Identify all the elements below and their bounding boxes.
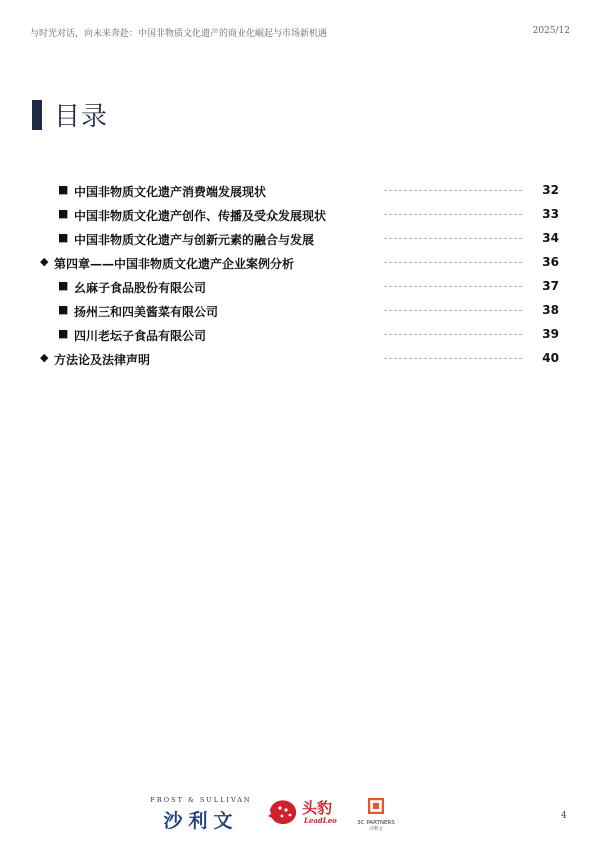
3c-partners-cn: 沙利文 (369, 827, 383, 832)
toc-page-number: 40 (542, 351, 559, 365)
square-bullet-icon: ■ (58, 303, 69, 316)
toc-leader-line (384, 214, 522, 215)
toc-entry[interactable] (0, 253, 600, 273)
toc-page-number: 34 (542, 231, 559, 245)
diamond-bullet-icon: ◆ (40, 351, 49, 364)
toc-leader-line (384, 310, 522, 311)
3c-partners-logo (354, 798, 398, 832)
frost-sullivan-en: FROST & SULLIVAN (150, 796, 252, 804)
toc-entry-label: 中国非物质文化遗产消费端发展现状 (74, 185, 267, 199)
page-title: 目录 (54, 102, 109, 132)
toc-entry[interactable] (0, 301, 600, 321)
title-accent-bar (32, 100, 42, 130)
toc-page-number: 32 (542, 183, 559, 197)
toc-entry-label: 中国非物质文化遗产与创新元素的融合与发展 (74, 233, 315, 247)
page-header (30, 26, 570, 39)
toc-entry[interactable] (0, 349, 600, 369)
3c-partners-en: 3C PARTNERS (357, 820, 395, 826)
square-bullet-icon: ■ (58, 327, 69, 340)
frost-sullivan-cn: 沙利文 (163, 810, 239, 832)
toc-entry[interactable] (0, 229, 600, 249)
page-number: 4 (561, 811, 567, 821)
toc-entry[interactable] (0, 205, 600, 225)
toc-page-number: 36 (542, 255, 559, 269)
frost-sullivan-logo (146, 796, 256, 833)
toc-entry[interactable] (0, 181, 600, 201)
square-bullet-icon: ■ (58, 279, 69, 292)
toc-leader-line (384, 286, 522, 287)
square-bullet-icon: ■ (58, 231, 69, 244)
toc-page-number: 37 (542, 279, 559, 293)
toc-entry[interactable] (0, 325, 600, 345)
footer-logos (0, 790, 600, 830)
leadleo-logo (266, 796, 346, 830)
report-date: 2025/12 (532, 26, 570, 36)
leopard-icon (266, 796, 300, 828)
leadleo-en: LeadLeo (304, 816, 337, 825)
toc-entry-label: 方法论及法律声明 (54, 353, 151, 367)
3c-square-icon (368, 798, 384, 814)
report-title: 与时光对话，向未来奔赴：中国非物质文化遗产的商业化崛起与市场新机遇 (30, 29, 328, 39)
toc-page-number: 38 (542, 303, 559, 317)
square-bullet-icon: ■ (58, 183, 69, 196)
leadleo-cn: 头豹 (302, 799, 333, 817)
toc-leader-line (384, 238, 522, 239)
toc-page-number: 39 (542, 327, 559, 341)
section-title (32, 96, 108, 133)
toc-entry-label: 四川老坛子食品有限公司 (74, 329, 207, 343)
toc-leader-line (384, 334, 522, 335)
diamond-bullet-icon: ◆ (40, 255, 49, 268)
toc-page-number: 33 (542, 207, 559, 221)
toc-leader-line (384, 262, 522, 263)
toc-entry-label: 幺麻子食品股份有限公司 (74, 281, 207, 295)
toc-entry-label: 中国非物质文化遗产创作、传播及受众发展现状 (74, 209, 327, 223)
square-bullet-icon: ■ (58, 207, 69, 220)
toc-entry-label: 扬州三和四美酱菜有限公司 (74, 305, 219, 319)
toc-leader-line (384, 190, 522, 191)
toc-entry-label: 第四章——中国非物质文化遗产企业案例分析 (54, 257, 295, 271)
toc-entry[interactable] (0, 277, 600, 297)
toc-leader-line (384, 358, 522, 359)
